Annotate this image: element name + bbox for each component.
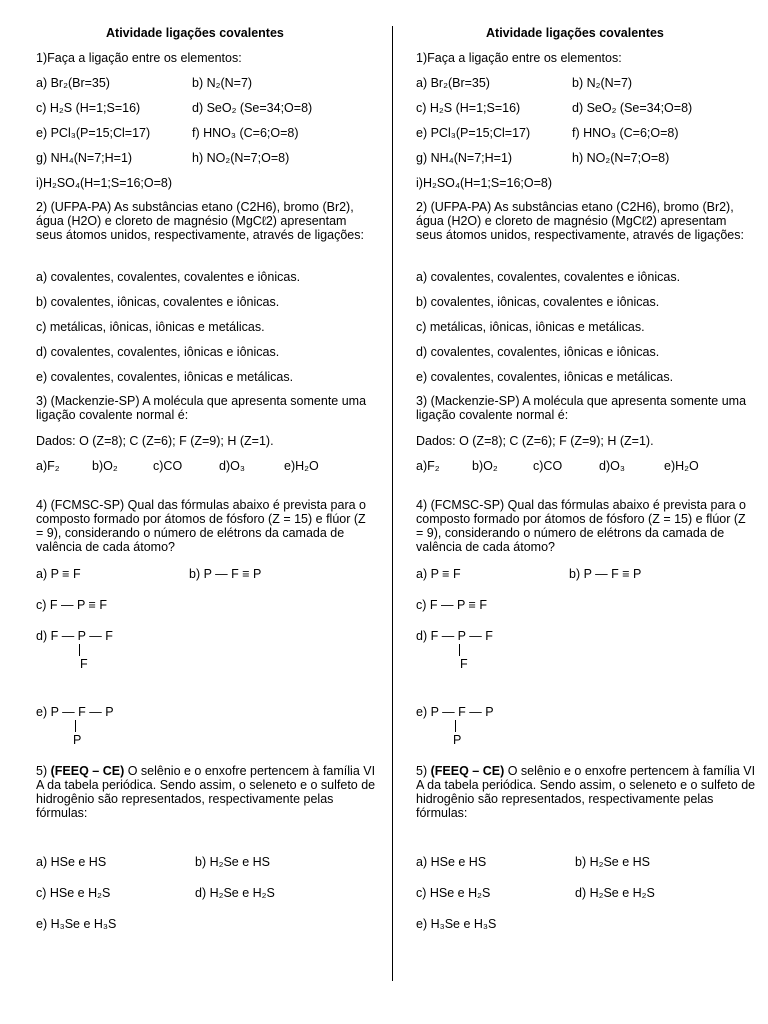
q1-prompt: 1)Faça a ligação entre os elementos: <box>36 51 242 65</box>
q1-item: c) H₂S (H=1;S=16) <box>416 101 521 115</box>
q4-prompt: 4) (FCMSC-SP) Qual das fórmulas abaixo é prevista para o composto formado por átomos de fósforo (Z = 15) e flúor (Z = 9), considerando o número de elétrons da camada de valência de cada átomo? <box>36 498 366 554</box>
q2-option: a) covalentes, covalentes, covalentes e iônicas. <box>416 270 681 284</box>
q3-option: b)O₂ <box>92 459 118 473</box>
bond-line <box>75 720 76 732</box>
worksheet-title: Atividade ligações covalentes <box>486 26 664 40</box>
q5-option: e) H₃Se e H₃S <box>36 917 117 931</box>
q1-item: g) NH₄(N=7;H=1) <box>36 151 133 165</box>
bond-line <box>459 644 460 656</box>
q3-option: b)O₂ <box>472 459 498 473</box>
q3-option: c)CO <box>533 459 563 473</box>
q1-item: b) N₂(N=7) <box>192 76 253 90</box>
q5-option: e) H₃Se e H₃S <box>416 917 497 931</box>
q2-option: d) covalentes, covalentes, iônicas e iônicas. <box>416 345 660 359</box>
q3-prompt: 3) (Mackenzie-SP) A molécula que apresenta somente uma ligação covalente normal é: <box>36 394 367 422</box>
q3-option: d)O₃ <box>219 459 245 473</box>
q1-item: h) NO₂(N=7;O=8) <box>192 151 290 165</box>
q1-item: i)H₂SO₄(H=1;S=16;O=8) <box>416 176 553 190</box>
q5-option: d) H₂Se e H₂S <box>195 886 275 900</box>
q5-option: d) H₂Se e H₂S <box>575 886 655 900</box>
q5-prompt <box>416 764 756 820</box>
q3-data: Dados: O (Z=8); C (Z=6); F (Z=9); H (Z=1). <box>416 434 654 448</box>
q4-option-b: b) P — F ≡ P <box>189 567 262 581</box>
worksheet-title: Atividade ligações covalentes <box>106 26 284 40</box>
q1-item: h) NO₂(N=7;O=8) <box>572 151 670 165</box>
q5-option: c) HSe e H₂S <box>416 886 491 900</box>
q2-option: b) covalentes, iônicas, covalentes e iônicas. <box>36 295 280 309</box>
q5-prompt <box>36 764 376 820</box>
q5-option: a) HSe e HS <box>36 855 107 869</box>
q1-item: d) SeO₂ (Se=34;O=8) <box>192 101 313 115</box>
q1-item: d) SeO₂ (Se=34;O=8) <box>572 101 693 115</box>
q5-source: (FEEQ – CE) <box>50 764 125 778</box>
q5-prompt-text: O selênio e o enxofre pertencem à família VI A da tabela periódica. Sendo assim, o seleneto e o sulfeto de hidrogênio são representados, respectivamente pelas fórmulas: <box>416 764 756 820</box>
q2-option: c) metálicas, iônicas, iônicas e metálicas. <box>36 320 265 334</box>
q1-item: g) NH₄(N=7;H=1) <box>416 151 513 165</box>
q4-option-e-substituent: P <box>453 733 462 747</box>
q5-option: b) H₂Se e HS <box>575 855 651 869</box>
q5-option: a) HSe e HS <box>416 855 487 869</box>
bond-line <box>79 644 80 656</box>
q4-prompt: 4) (FCMSC-SP) Qual das fórmulas abaixo é prevista para o composto formado por átomos de fósforo (Z = 15) e flúor (Z = 9), considerando o número de elétrons da camada de valência de cada átomo? <box>416 498 746 554</box>
q1-prompt: 1)Faça a ligação entre os elementos: <box>416 51 622 65</box>
q5-option: c) HSe e H₂S <box>36 886 111 900</box>
q2-prompt: 2) (UFPA-PA) As substâncias etano (C2H6), bromo (Br2), água (H2O) e cloreto de magnésio (MgCℓ2) apresentam seus átomos unidos, respectivamente, através de ligações: <box>36 200 364 242</box>
q1-item: i)H₂SO₄(H=1;S=16;O=8) <box>36 176 173 190</box>
q2-option: d) covalentes, covalentes, iônicas e iônicas. <box>36 345 280 359</box>
q3-option: e)H₂O <box>284 459 319 473</box>
q4-option-b: b) P — F ≡ P <box>569 567 642 581</box>
q1-item: a) Br₂(Br=35) <box>416 76 490 90</box>
q4-option-e: e) P — F — P <box>36 705 114 719</box>
q3-option: e)H₂O <box>664 459 699 473</box>
q4-option-e: e) P — F — P <box>416 705 494 719</box>
q4-option-c: c) F — P ≡ F <box>416 598 487 612</box>
q1-item: b) N₂(N=7) <box>572 76 633 90</box>
q4-option-d-substituent: F <box>460 657 468 671</box>
q1-item: a) Br₂(Br=35) <box>36 76 110 90</box>
q3-prompt: 3) (Mackenzie-SP) A molécula que apresenta somente uma ligação covalente normal é: <box>416 394 747 422</box>
q5-option: b) H₂Se e HS <box>195 855 271 869</box>
q2-option: a) covalentes, covalentes, covalentes e iônicas. <box>36 270 301 284</box>
q1-item: f) HNO₃ (C=6;O=8) <box>572 126 679 140</box>
q1-item: e) PCl₃(P=15;Cl=17) <box>416 126 531 140</box>
q4-option-e-substituent: P <box>73 733 82 747</box>
q2-option: b) covalentes, iônicas, covalentes e iônicas. <box>416 295 660 309</box>
q2-option: e) covalentes, covalentes, iônicas e metálicas. <box>36 370 294 384</box>
worksheet-column-left <box>36 0 386 1024</box>
q4-option-d: d) F — P — F <box>416 629 493 643</box>
q3-option: a)F₂ <box>416 459 440 473</box>
q4-option-d-substituent: F <box>80 657 88 671</box>
column-divider <box>392 26 393 981</box>
q2-option: e) covalentes, covalentes, iônicas e metálicas. <box>416 370 674 384</box>
q3-option: d)O₃ <box>599 459 625 473</box>
bond-line <box>455 720 456 732</box>
q2-option: c) metálicas, iônicas, iônicas e metálicas. <box>416 320 645 334</box>
q5-source: (FEEQ – CE) <box>430 764 505 778</box>
worksheet-column-right <box>416 0 766 1024</box>
q3-data: Dados: O (Z=8); C (Z=6); F (Z=9); H (Z=1). <box>36 434 274 448</box>
q4-option-a: a) P ≡ F <box>36 567 81 581</box>
q5-prompt-text: O selênio e o enxofre pertencem à família VI A da tabela periódica. Sendo assim, o seleneto e o sulfeto de hidrogênio são representados, respectivamente pelas fórmulas: <box>36 764 376 820</box>
q4-option-a: a) P ≡ F <box>416 567 461 581</box>
q4-option-c: c) F — P ≡ F <box>36 598 107 612</box>
q5-number: 5) <box>416 764 428 778</box>
q3-option: a)F₂ <box>36 459 60 473</box>
q1-item: e) PCl₃(P=15;Cl=17) <box>36 126 151 140</box>
q3-option: c)CO <box>153 459 183 473</box>
q1-item: f) HNO₃ (C=6;O=8) <box>192 126 299 140</box>
q4-option-d: d) F — P — F <box>36 629 113 643</box>
q1-item: c) H₂S (H=1;S=16) <box>36 101 141 115</box>
q5-number: 5) <box>36 764 48 778</box>
q2-prompt: 2) (UFPA-PA) As substâncias etano (C2H6), bromo (Br2), água (H2O) e cloreto de magnésio (MgCℓ2) apresentam seus átomos unidos, respectivamente, através de ligações: <box>416 200 744 242</box>
